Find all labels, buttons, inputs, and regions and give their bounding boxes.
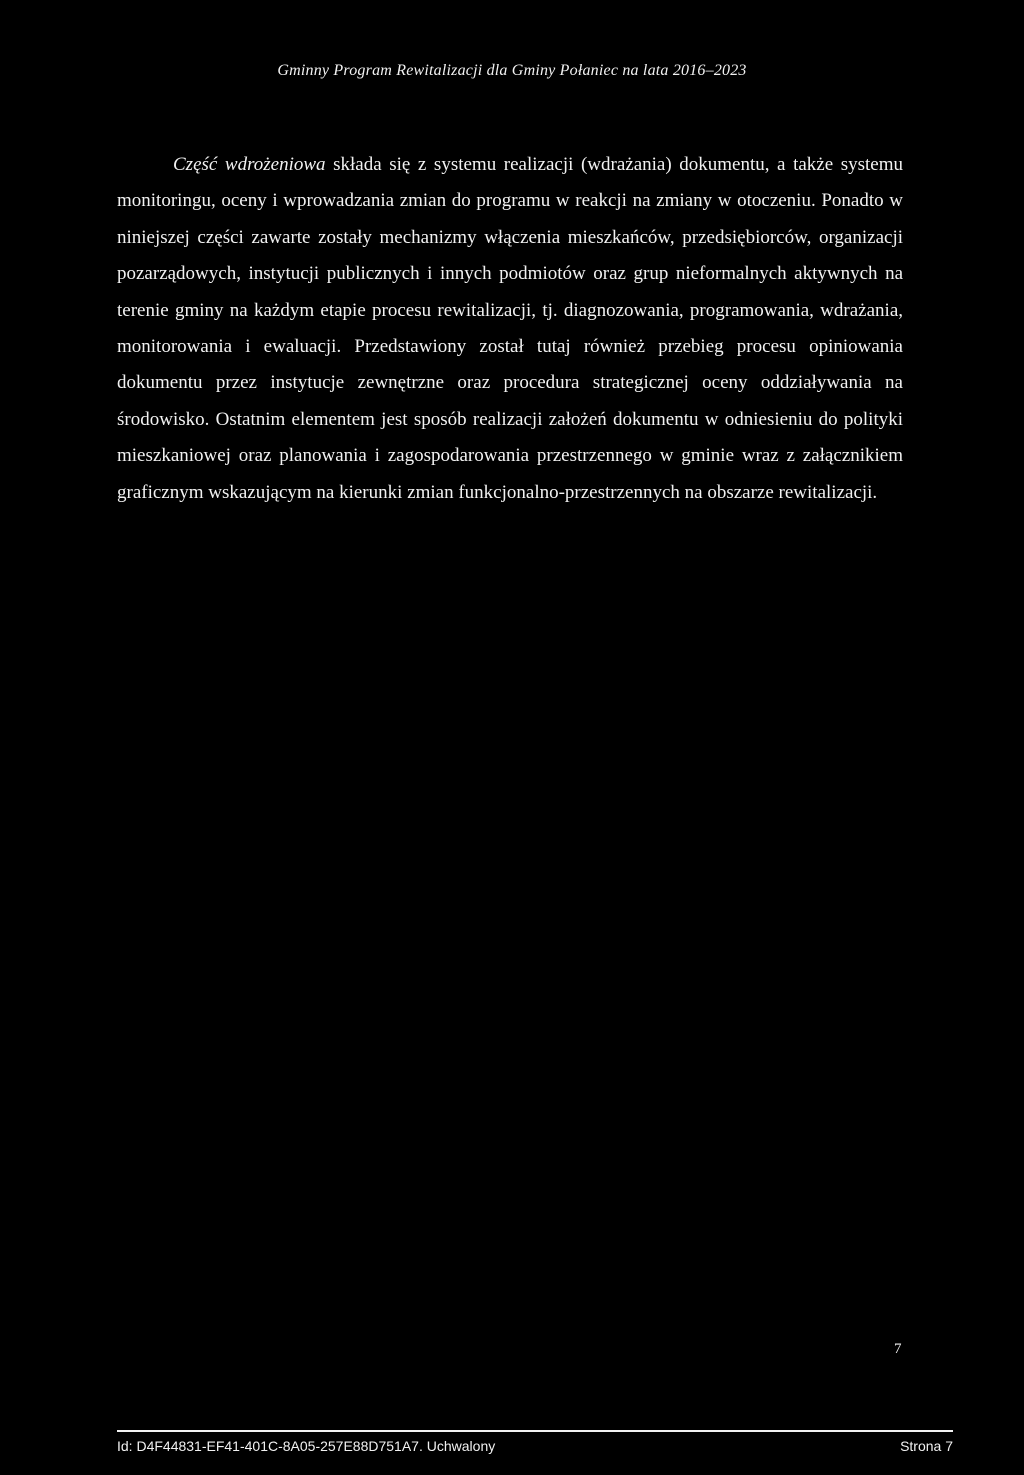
page-number: 7 bbox=[894, 1341, 902, 1357]
body-paragraph bbox=[117, 147, 903, 511]
running-header: Gminny Program Rewitalizacji dla Gminy Połaniec na lata 2016–2023 bbox=[277, 62, 747, 79]
footer-divider bbox=[117, 1430, 953, 1432]
footer-document-id: Id: D4F44831-EF41-401C-8A05-257E88D751A7. Uchwalony bbox=[117, 1438, 496, 1454]
paragraph-lead: Część wdrożeniowa bbox=[173, 154, 326, 175]
paragraph-text: składa się z systemu realizacji (wdrażania) dokumentu, a także systemu monitoringu, oceny i wprowadzania zmian do programu w reakcji na zmiany w otoczeniu. Ponadto w niniejszej części zawarte zostały mechanizmy włączenia mieszkańców, przedsiębiorców, organizacji pozarządowych, instytucji publicznych i innych podmiotów oraz grup nieformalnych aktywnych na terenie gminy na każdym etapie procesu rewitalizacji, tj. diagnozowania, programowania, wdrażania, monitorowania i ewaluacji. Przedstawiony został tutaj również przebieg procesu opiniowania dokumentu przez instytucje zewnętrzne oraz procedura strategicznej oceny oddziaływania na środowisko. Ostatnim elementem jest sposób realizacji założeń dokumentu w odniesieniu do polityki mieszkaniowej oraz planowania i zagospodarowania przestrzennego w gminie wraz z załącznikiem graficznym wskazującym na kierunki zmian funkcjonalno-przestrzennych na obszarze rewitalizacji. bbox=[117, 154, 903, 503]
footer-page-label: Strona 7 bbox=[900, 1438, 953, 1454]
